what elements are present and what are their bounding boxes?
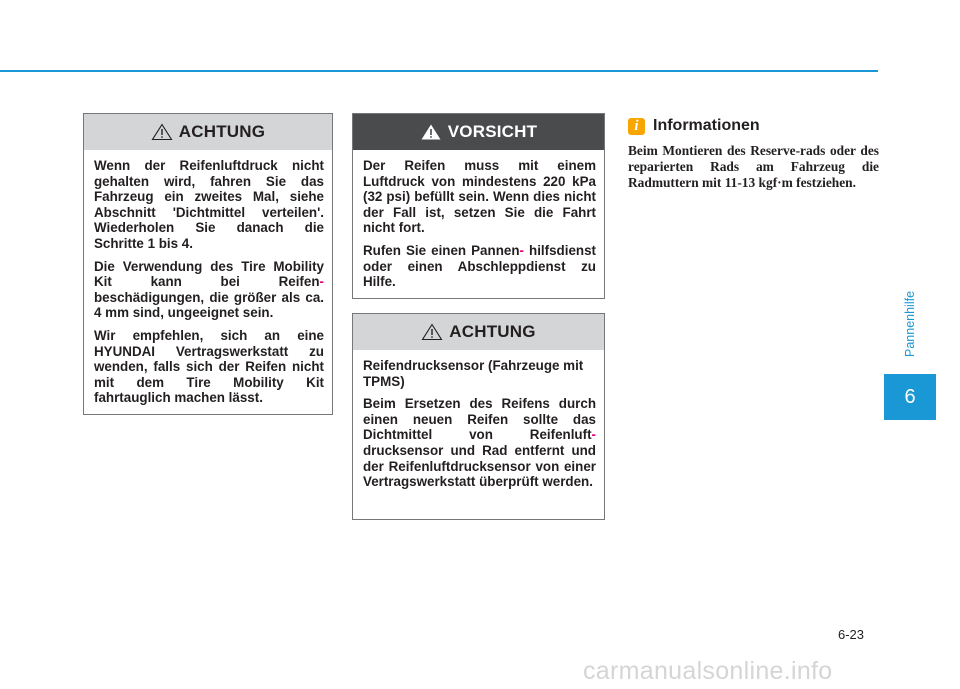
info-text: Beim Montieren des Reserve-rads oder des reparierten Rads am Fahrzeug die Radmuttern mit 11-13 kgf·m festziehen. xyxy=(628,143,879,190)
tpms-paragraph-part: Beim Ersetzen des Reifens durch einen neuen Reifen sollte das Dichtmittel von Reifenluft xyxy=(363,396,596,443)
caution-box-tpms-header xyxy=(353,314,604,350)
tpms-subheading: Reifendrucksensor (Fahrzeuge mit TPMS) xyxy=(363,358,584,389)
caution-box-tpms-body xyxy=(353,350,604,498)
page-number: 6-23 xyxy=(838,627,865,642)
warning-paragraph xyxy=(363,243,596,290)
caution-box-header xyxy=(84,114,332,150)
watermark: carmanualsonline.info xyxy=(583,657,833,685)
warning-triangle-filled-icon xyxy=(420,123,442,141)
info-icon: i xyxy=(628,118,645,135)
caution-box-tpms xyxy=(352,313,605,520)
info-title: Informationen xyxy=(653,117,760,134)
section-label: Pannenhilfe xyxy=(903,290,917,358)
caution-box-tpms-title: ACHTUNG xyxy=(449,322,536,341)
hyphen-mark: - xyxy=(519,242,524,258)
warning-box xyxy=(352,113,605,299)
chapter-tab: 6 xyxy=(884,374,936,420)
caution-paragraph: Wir empfehlen, sich an eine HYUNDAI Vertragswerkstatt zu wenden, falls sich der Reifen nicht mit dem Tire Mobility Kit fahrtauglich machen lässt. xyxy=(94,327,324,406)
hyphen-mark: - xyxy=(319,274,324,290)
tpms-paragraph-part: drucksensor und Rad entfernt und der Reifenluftdrucksensor von einer Vertragswerkstatt überprüft werden. xyxy=(363,442,596,490)
warning-box-body xyxy=(353,150,604,298)
caution-box-title: ACHTUNG xyxy=(178,122,266,141)
warning-paragraph-part: hilfsdienst oder einen Abschleppdienst zu Hilfe. xyxy=(363,242,596,290)
top-rule xyxy=(0,70,878,72)
tpms-paragraph xyxy=(363,396,596,490)
caution-paragraph-part: Die Verwendung des Tire Mobility Kit kann bei Reifen xyxy=(94,258,324,290)
caution-paragraph: Wenn der Reifenluftdruck nicht gehalten wird, fahren Sie das Fahrzeug ein zweites Mal, siehe Abschnitt 'Dichtmittel verteilen'. Wiederholen Sie danach die Schritte 1 bis 4. xyxy=(94,158,324,251)
caution-box-body xyxy=(84,150,332,414)
info-header xyxy=(628,117,760,135)
warning-box-header xyxy=(353,114,604,150)
caution-paragraph xyxy=(94,259,324,321)
warning-paragraph-part: Rufen Sie einen Pannen xyxy=(363,242,520,258)
warning-paragraph: Der Reifen muss mit einem Luftdruck von mindestens 220 kPa (32 psi) befüllt sein. Wenn dies nicht der Fall ist, setzen Sie die Fahrt nicht fort. xyxy=(363,158,596,236)
warning-triangle-outline-icon xyxy=(151,123,173,141)
caution-box xyxy=(83,113,333,415)
caution-paragraph-part: beschädigungen, die größer als ca. 4 mm sind, ungeeignet sein. xyxy=(94,289,324,321)
warning-triangle-outline-icon xyxy=(421,323,443,341)
warning-box-title: VORSICHT xyxy=(447,122,538,141)
hyphen-mark: - xyxy=(591,427,596,443)
